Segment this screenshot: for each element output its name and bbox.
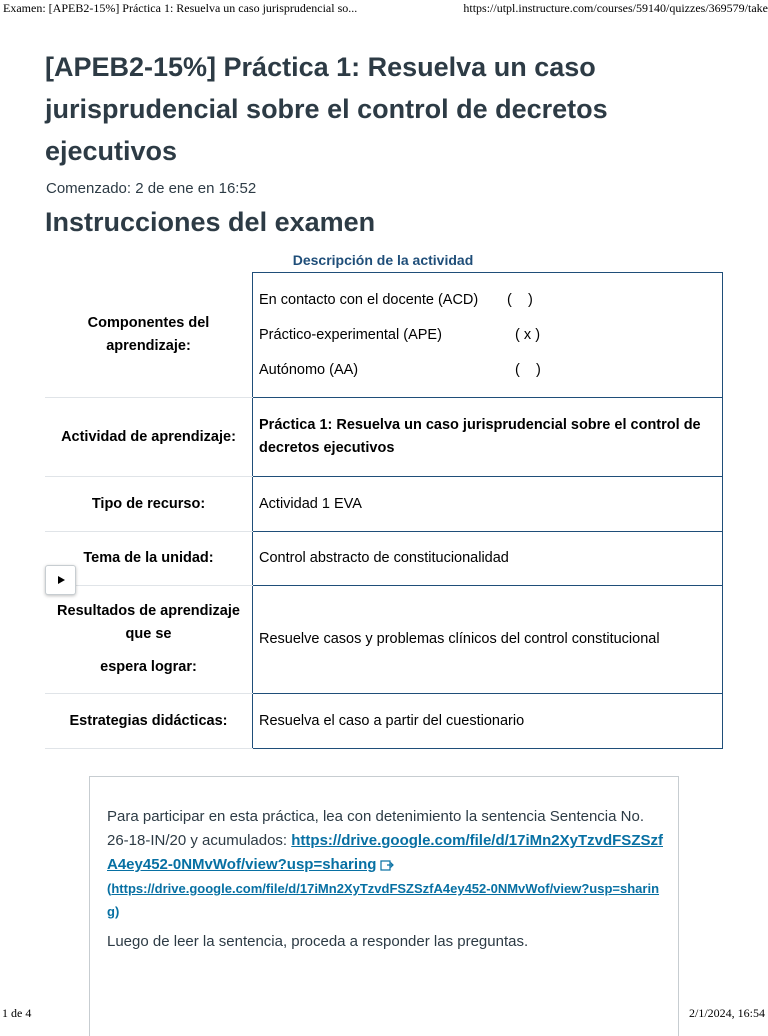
activity-description-table [45, 272, 723, 749]
resource-type-label: Tipo de recurso: [45, 477, 253, 532]
activity-rest: : Resuelva un caso jurisprudencial sobre el control de decretos ejecutivos [259, 417, 701, 456]
instructions-paragraph [107, 805, 667, 923]
table-row [45, 273, 723, 398]
component-name: Autónomo (AA) [259, 361, 359, 378]
print-header [0, 0, 768, 18]
instructions-heading: Instrucciones del examen [45, 207, 376, 237]
learning-outcomes-value: Resuelve casos y problemas clínicos del control constitucional [253, 586, 723, 694]
print-datetime: 2/1/2024, 16:54 [688, 1006, 765, 1020]
quiz-title-line-2: jurisprudencial sobre el control de decretos [45, 94, 608, 124]
component-item [259, 283, 716, 318]
play-icon [56, 575, 66, 585]
teaching-strategies-value: Resuelva el caso a partir del cuestionario [253, 694, 723, 749]
print-page-number: 1 de 4 [2, 1006, 32, 1020]
external-link-icon [380, 859, 394, 871]
sentence-link-alt: (https://drive.google.com/file/d/17iMn2XyTzvdFSZSzfA4ey452-0NMvWof/view?usp=sharing) [107, 881, 660, 919]
component-item [259, 318, 716, 353]
components-label: Componentes del aprendizaje: [45, 273, 253, 398]
component-name: En contacto con el docente (ACD) [259, 291, 479, 308]
sentence-drive-link[interactable]: https://drive.google.com/file/d/17iMn2XyTzvdFSZSzfA4ey452-0NMvWof/view?usp=sharing [107, 832, 663, 873]
quiz-title [45, 46, 735, 172]
component-mark: ( x ) [507, 326, 541, 343]
activity-value [253, 398, 723, 477]
component-mark: ( ) [507, 291, 533, 308]
table-row [45, 586, 723, 694]
component-item [259, 353, 716, 388]
quiz-title-line-3: ejecutivos [45, 136, 178, 166]
table-row [45, 694, 723, 749]
activity-bold-part: Práctica 1 [259, 417, 328, 433]
unit-topic-label: Tema de la unidad: [45, 532, 253, 586]
instructions-followup-text: Luego de leer la sentencia, proceda a responder las preguntas. [107, 933, 529, 950]
activity-label: Actividad de aprendizaje: [45, 398, 253, 477]
component-name: Práctico-experimental (APE) [259, 326, 442, 343]
activity-description-caption: Descripción de la actividad [292, 252, 474, 268]
print-footer [0, 1006, 768, 1024]
unit-topic-value: Control abstracto de constitucionalidad [253, 532, 723, 586]
instructions-intro-text: Para participar en esta práctica, lea con detenimiento la sentencia Sentencia No. 26-18-IN/20 y acumulados: [107, 808, 644, 849]
play-button[interactable] [45, 565, 76, 595]
sentence-drive-link-alt[interactable]: https://drive.google.com/file/d/17iMn2XyTzvdFSZSzfA4ey452-0NMvWof/view?usp=sharing [107, 881, 660, 919]
table-row [45, 477, 723, 532]
table-row [45, 398, 723, 477]
components-value [253, 273, 723, 398]
quiz-title-line-1: [APEB2-15%] Práctica 1: Resuelva un caso [45, 52, 596, 82]
print-page-url: https://utpl.instructure.com/courses/59140/quizzes/369579/take [463, 1, 768, 15]
component-mark: ( ) [507, 361, 541, 378]
quiz-started-time: Comenzado: 2 de ene en 16:52 [46, 180, 257, 197]
learning-outcomes-label: Resultados de aprendizaje que se espera lograr: [45, 586, 253, 694]
table-row [45, 532, 723, 586]
resource-type-value: Actividad 1 EVA [253, 477, 723, 532]
teaching-strategies-label: Estrategias didácticas: [45, 694, 253, 749]
print-page-title: Examen: [APEB2-15%] Práctica 1: Resuelva un caso jurisprudencial so... [3, 1, 358, 15]
